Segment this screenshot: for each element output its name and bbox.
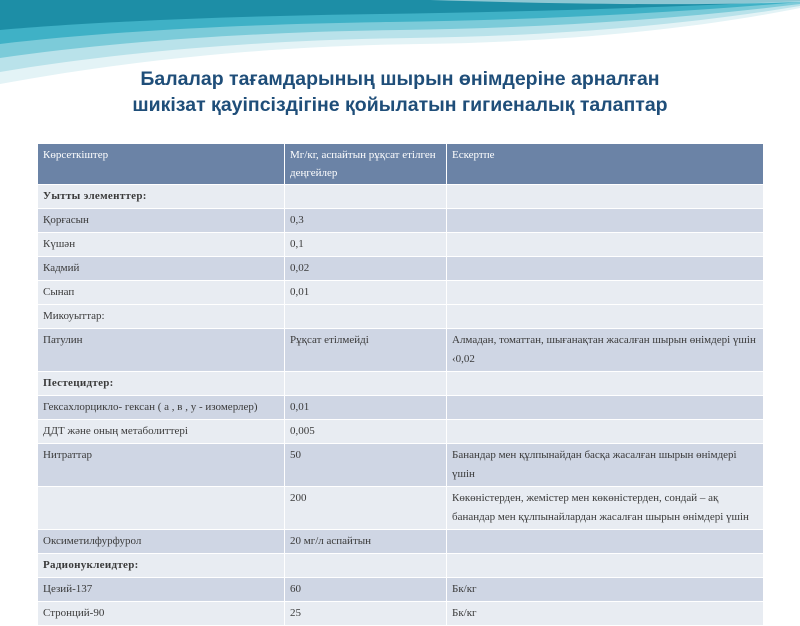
table-row: [38, 209, 764, 233]
table-row: [38, 554, 764, 578]
table-row: [38, 329, 764, 372]
cell-indicator: Қорғасын: [38, 209, 285, 233]
cell-limit: [285, 305, 447, 329]
cell-limit: Рұқсат етілмейді: [285, 329, 447, 372]
cell-note: [447, 257, 764, 281]
cell-indicator: [38, 487, 285, 530]
hygiene-requirements-table: [37, 143, 764, 626]
table-row: [38, 420, 764, 444]
table-row: [38, 578, 764, 602]
cell-limit: 50: [285, 444, 447, 487]
cell-limit: 0,1: [285, 233, 447, 257]
cell-indicator: Кадмий: [38, 257, 285, 281]
cell-limit: [285, 372, 447, 396]
cell-indicator: Күшән: [38, 233, 285, 257]
cell-note: Бк/кг: [447, 602, 764, 626]
cell-indicator: Сынап: [38, 281, 285, 305]
cell-limit: 0,005: [285, 420, 447, 444]
cell-note: [447, 305, 764, 329]
cell-limit: 60: [285, 578, 447, 602]
cell-limit: [285, 185, 447, 209]
table-row: [38, 233, 764, 257]
cell-limit: [285, 554, 447, 578]
cell-limit: 25: [285, 602, 447, 626]
cell-indicator: Пестецидтер:: [38, 372, 285, 396]
table-row: [38, 257, 764, 281]
cell-indicator: Патулин: [38, 329, 285, 372]
cell-limit: 0,01: [285, 281, 447, 305]
table-row: [38, 444, 764, 487]
table-row: [38, 185, 764, 209]
cell-note: Бк/кг: [447, 578, 764, 602]
cell-note: [447, 281, 764, 305]
cell-indicator: Уытты элементтер:: [38, 185, 285, 209]
title-line-2: шикізат қауіпсіздігіне қойылатын гигиеналық талаптар: [132, 94, 668, 116]
cell-indicator: Микоуыттар:: [38, 305, 285, 329]
cell-note: [447, 372, 764, 396]
cell-note: Көкөністерден, жемістер мен көкөністерден, сондай – ақ банандар мен құлпынайлардан жасалған шырын өнімдері үшін: [447, 487, 764, 530]
cell-note: [447, 209, 764, 233]
cell-indicator: ДДТ және оның метаболиттері: [38, 420, 285, 444]
table-row: [38, 305, 764, 329]
table-row: [38, 281, 764, 305]
table-header-row: [38, 144, 764, 185]
cell-note: [447, 233, 764, 257]
cell-limit: 200: [285, 487, 447, 530]
cell-limit: 0,02: [285, 257, 447, 281]
page-title: [0, 66, 800, 118]
cell-note: [447, 420, 764, 444]
column-header-note: Ескертпе: [447, 144, 764, 185]
cell-note: [447, 396, 764, 420]
cell-indicator: Оксиметилфурфурол: [38, 530, 285, 554]
table-row: [38, 372, 764, 396]
cell-note: Банандар мен құлпынайдан басқа жасалған шырын өнімдері үшін: [447, 444, 764, 487]
column-header-indicators: Көрсеткіштер: [38, 144, 285, 185]
cell-limit: 0,3: [285, 209, 447, 233]
cell-note: Алмадан, томаттан, шығанақтан жасалған шырын өнімдері үшін ‹0,02: [447, 329, 764, 372]
cell-indicator: Цезий-137: [38, 578, 285, 602]
cell-indicator: Гексахлорцикло- гексан ( а , в , у - изомерлер): [38, 396, 285, 420]
title-line-1: Балалар тағамдарының шырын өнімдеріне арналған: [140, 68, 660, 90]
table-row: [38, 396, 764, 420]
cell-indicator: Стронций-90: [38, 602, 285, 626]
cell-limit: 20 мг/л аспайтын: [285, 530, 447, 554]
cell-indicator: Нитраттар: [38, 444, 285, 487]
cell-note: [447, 530, 764, 554]
cell-indicator: Радионуклеидтер:: [38, 554, 285, 578]
column-header-limits: Мг/кг, аспайтын рұқсат етілген деңгейлер: [285, 144, 447, 185]
table-row: [38, 530, 764, 554]
cell-note: [447, 554, 764, 578]
table-row: [38, 602, 764, 626]
table-row: [38, 487, 764, 530]
cell-limit: 0,01: [285, 396, 447, 420]
cell-note: [447, 185, 764, 209]
